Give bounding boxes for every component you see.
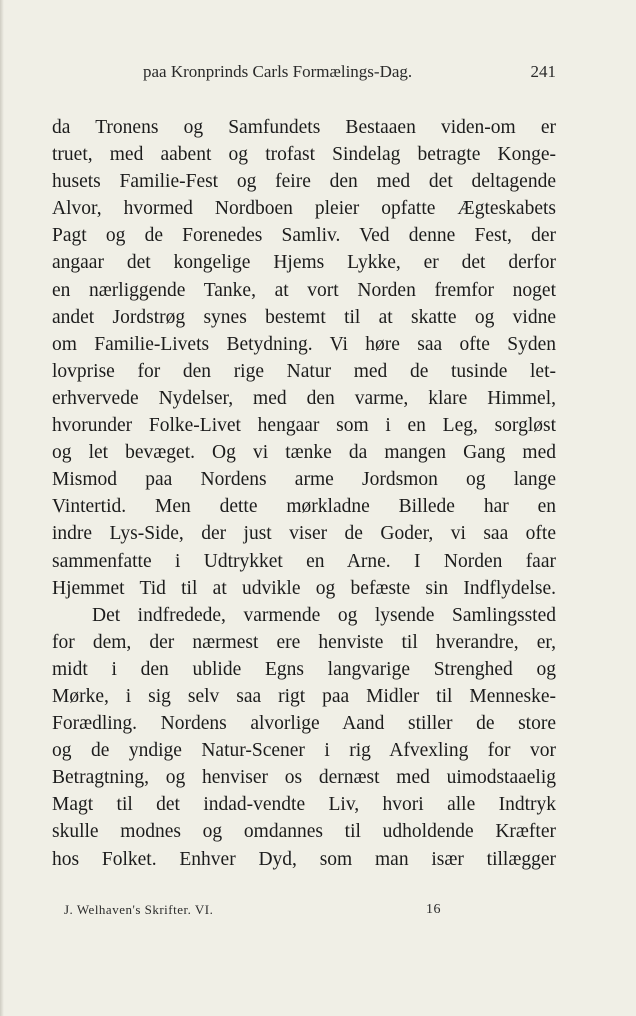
text-line: truet, med aabent og trofast Sindelag betragte Konge- [52, 144, 556, 166]
text-line: og let bevæget. Og vi tænke da mangen Gang med [52, 442, 556, 464]
text-line: hos Folket. Enhver Dyd, som man især tillægger [52, 848, 556, 870]
text-line: lovprise for den rige Natur med de tusinde let- [52, 360, 556, 382]
text-line: en nærliggende Tanke, at vort Norden fremfor noget [52, 279, 556, 301]
text-line: om Familie-Livets Betydning. Vi høre saa ofte Syden [52, 333, 556, 355]
text-line: midt i den ublide Egns langvarige Strenghed og [52, 658, 556, 680]
page-number: 241 [530, 62, 556, 81]
text-line: skulle modnes og omdannes til udholdende Kræfter [52, 821, 556, 843]
text-line: sammenfatte i Udtrykket en Arne. I Norden faar [52, 550, 556, 572]
signature-footer [64, 902, 464, 920]
text-line: andet Jordstrøg synes bestemt til at skatte og vidne [52, 306, 556, 328]
text-line: for dem, der nærmest ere henviste til hverandre, er, [52, 631, 556, 653]
text-line: Alvor, hvormed Nordboen pleier opfatte Ægteskabets [52, 198, 556, 220]
running-header [143, 62, 556, 86]
text-line: angaar det kongelige Hjems Lykke, er det derfor [52, 252, 556, 274]
text-line: Magt til det indad-vendte Liv, hvori alle Indtryk [52, 794, 556, 816]
text-line: Mørke, i sig selv saa rigt paa Midler til Menneske- [52, 685, 556, 707]
running-title: paa Kronprinds Carls Formælings-Dag. [143, 62, 413, 81]
signature-mark: J. Welhaven's Skrifter. VI. [64, 902, 214, 917]
text-line: indre Lys-Side, der just viser de Goder, vi saa ofte [52, 523, 556, 545]
text-line: Vintertid. Men dette mørkladne Billede har en [52, 496, 556, 518]
page-gutter-shadow [0, 0, 4, 1016]
text-line: da Tronens og Samfundets Bestaaen viden-om er [52, 117, 556, 138]
text-line: Det indfredede, varmende og lysende Samlingssted [92, 604, 556, 626]
text-line: Hjemmet Tid til at udvikle og befæste sin Indflydelse. [52, 577, 556, 599]
text-line: husets Familie-Fest og feire den med det deltagende [52, 171, 556, 193]
text-line: hvorunder Folke-Livet hengaar som i en Leg, sorgløst [52, 415, 556, 437]
text-line: Mismod paa Nordens arme Jordsmon og lange [52, 469, 556, 491]
text-line: Betragtning, og henviser os dernæst med uimodstaaelig [52, 767, 556, 789]
text-line: erhvervede Nydelser, med den varme, klare Himmel, [52, 387, 556, 409]
text-line: Pagt og de Forenedes Samliv. Ved denne Fest, der [52, 225, 556, 247]
sheet-number: 16 [426, 902, 441, 917]
text-line: og de yndige Natur-Scener i rig Afvexling for vor [52, 740, 556, 762]
text-line: Forædling. Nordens alvorlige Aand stiller de store [52, 713, 556, 735]
body-text [52, 114, 556, 873]
